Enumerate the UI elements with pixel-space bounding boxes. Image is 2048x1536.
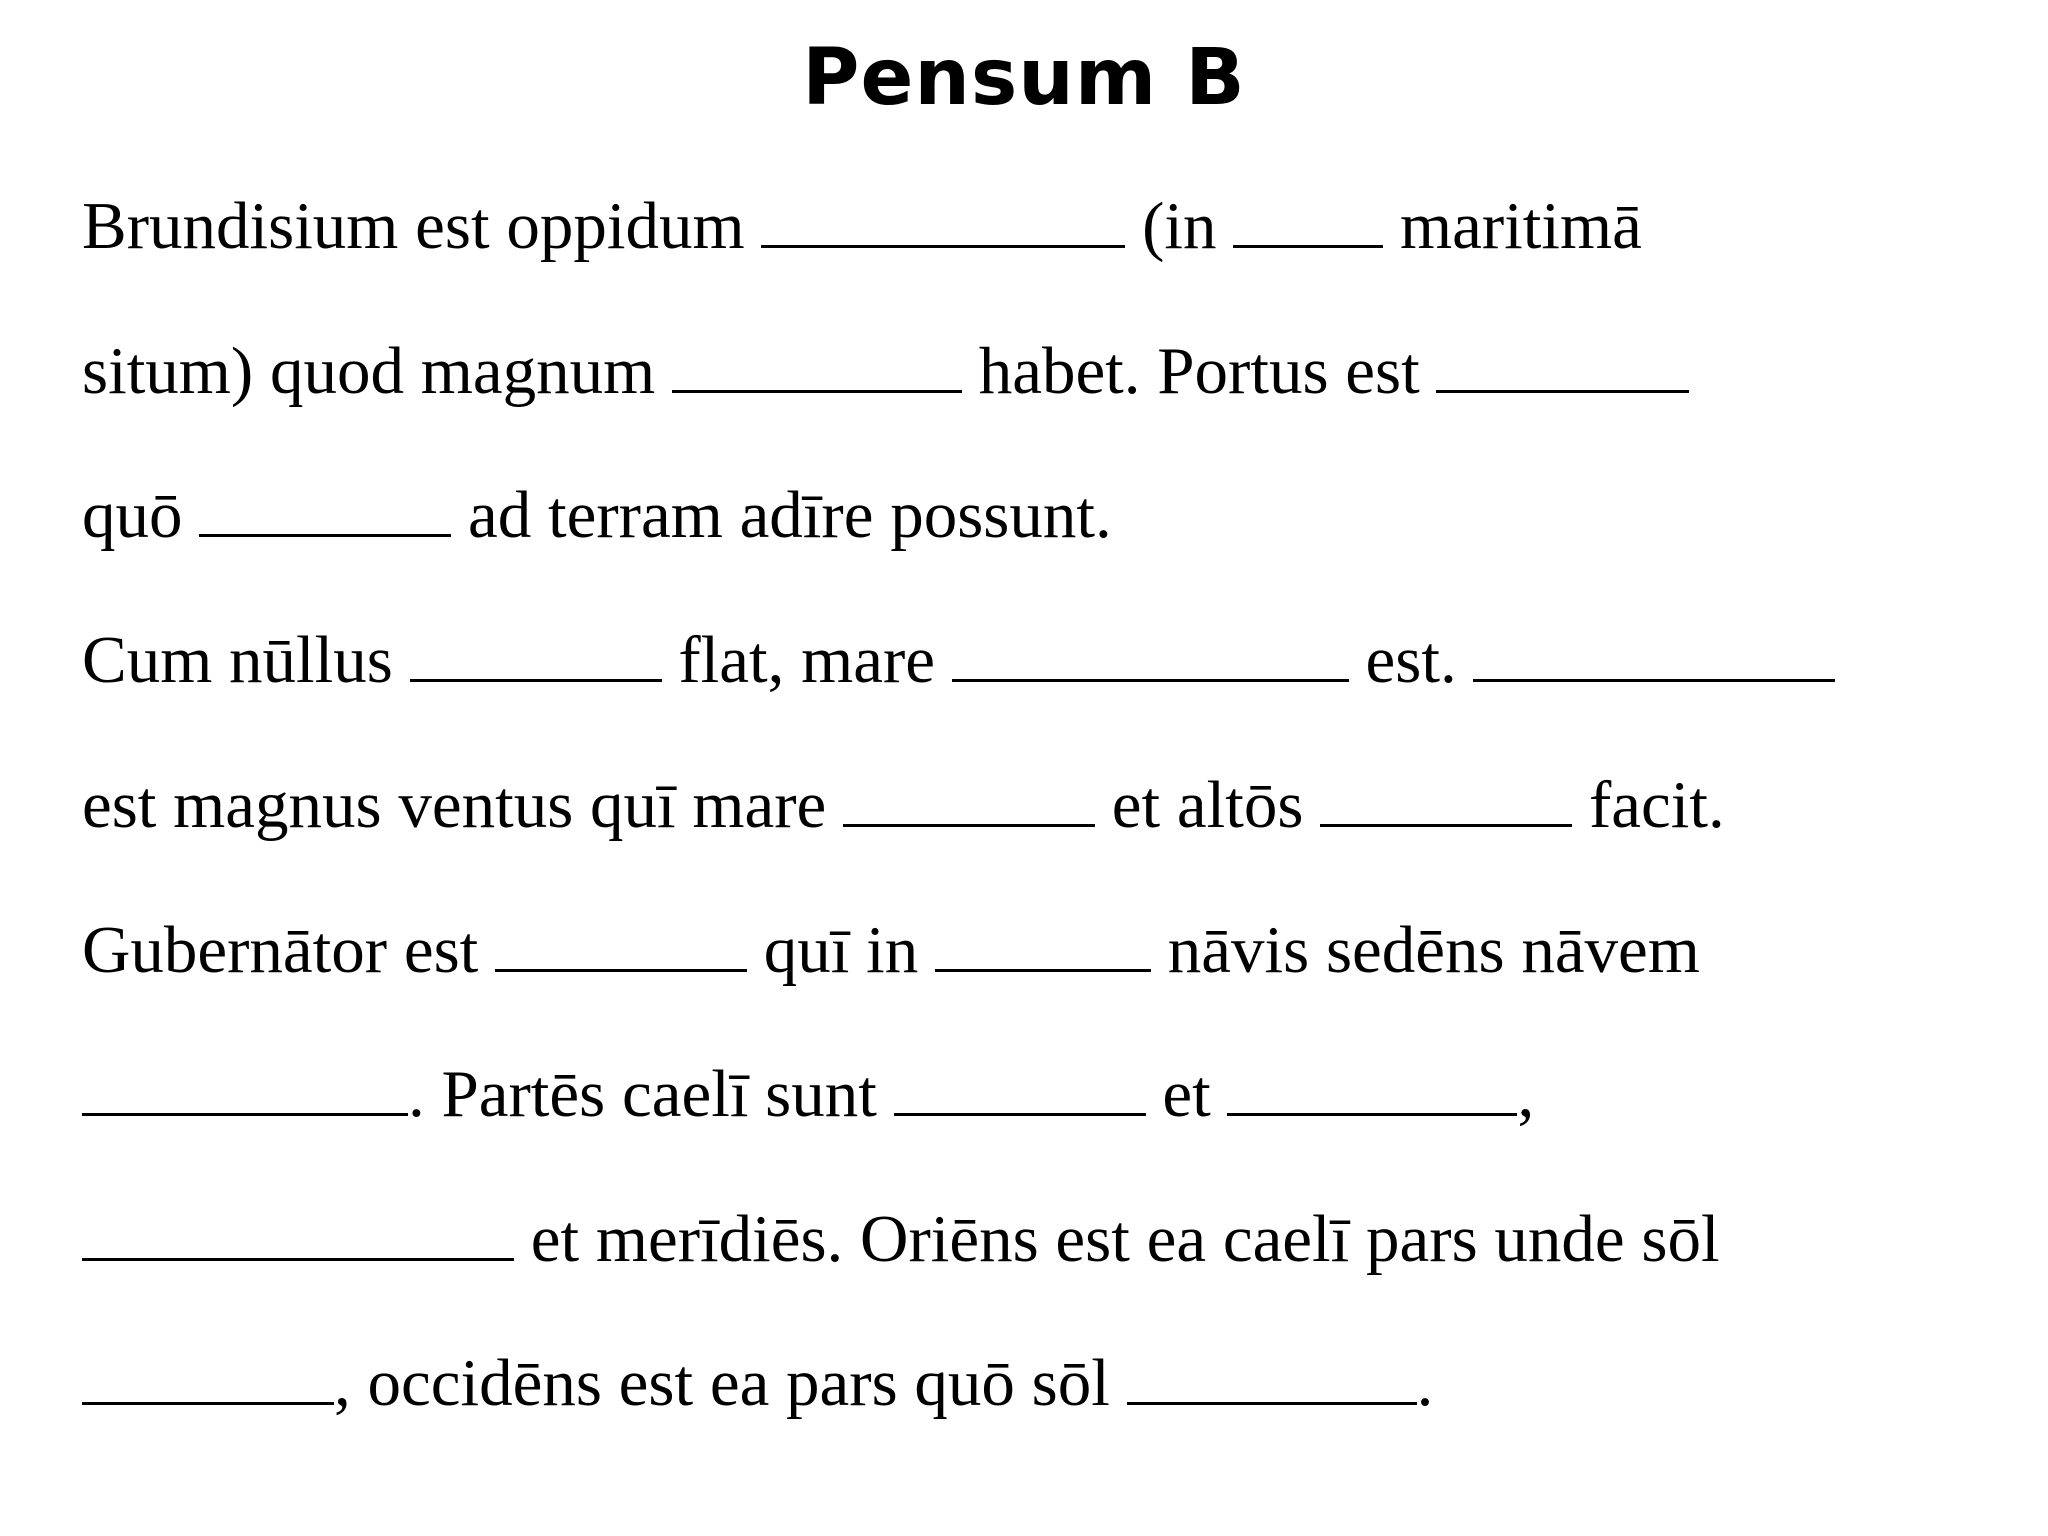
answer-blank [199,478,451,537]
text-segment: est magnus ventus quī mare [82,768,844,842]
text-line-4 [82,620,1835,700]
answer-blank [1473,623,1835,682]
text-segment: est. [1348,623,1474,697]
text-line-6 [82,910,1700,990]
text-segment: flat, mare [661,623,952,697]
answer-blank [82,1346,334,1405]
text-segment: (in [1125,189,1234,263]
answer-blank [495,913,747,972]
answer-blank [1127,1346,1417,1405]
text-segment: quō [82,478,200,552]
text-segment: Cum nūllus [82,623,410,697]
text-segment: situm) quod magnum [82,334,672,408]
text-segment: habet. Portus est [961,334,1437,408]
text-segment: Brundisium est oppidum [82,189,762,263]
text-line-7 [82,1054,1534,1134]
answer-blank [82,1202,514,1261]
text-line-1 [82,186,1642,266]
text-segment: , [1517,1057,1535,1131]
text-segment: . Partēs caelī sunt [408,1057,894,1131]
text-line-5 [82,765,1725,845]
answer-blank [935,913,1151,972]
answer-blank [1227,1057,1517,1116]
answer-blank [1436,334,1689,393]
page-title: Pensum B [802,33,1246,123]
text-segment: maritimā [1383,189,1642,263]
text-line-3 [82,475,1112,555]
text-segment: facit. [1572,768,1725,842]
answer-blank [1233,189,1383,248]
answer-blank [410,623,662,682]
answer-blank [894,1057,1146,1116]
answer-blank [843,768,1095,827]
text-segment: et merīdiēs. Oriēns est ea caelī pars unde sōl [514,1202,1720,1276]
text-segment: . [1416,1346,1434,1420]
text-segment: et altōs [1095,768,1321,842]
text-segment: , occidēns est ea pars quō sōl [334,1346,1127,1420]
text-segment: quī in [747,913,936,987]
text-segment: Gubernātor est [82,913,496,987]
answer-blank [761,189,1125,248]
text-segment: ad terram adīre possunt. [451,478,1112,552]
text-segment: et [1145,1057,1228,1131]
text-line-2 [82,331,1689,411]
text-segment: nāvis sedēns nāvem [1151,913,1700,987]
text-line-9 [82,1343,1433,1423]
answer-blank [952,623,1349,682]
text-line-8 [82,1199,1720,1279]
answer-blank [1320,768,1572,827]
answer-blank [672,334,962,393]
answer-blank [82,1057,408,1116]
